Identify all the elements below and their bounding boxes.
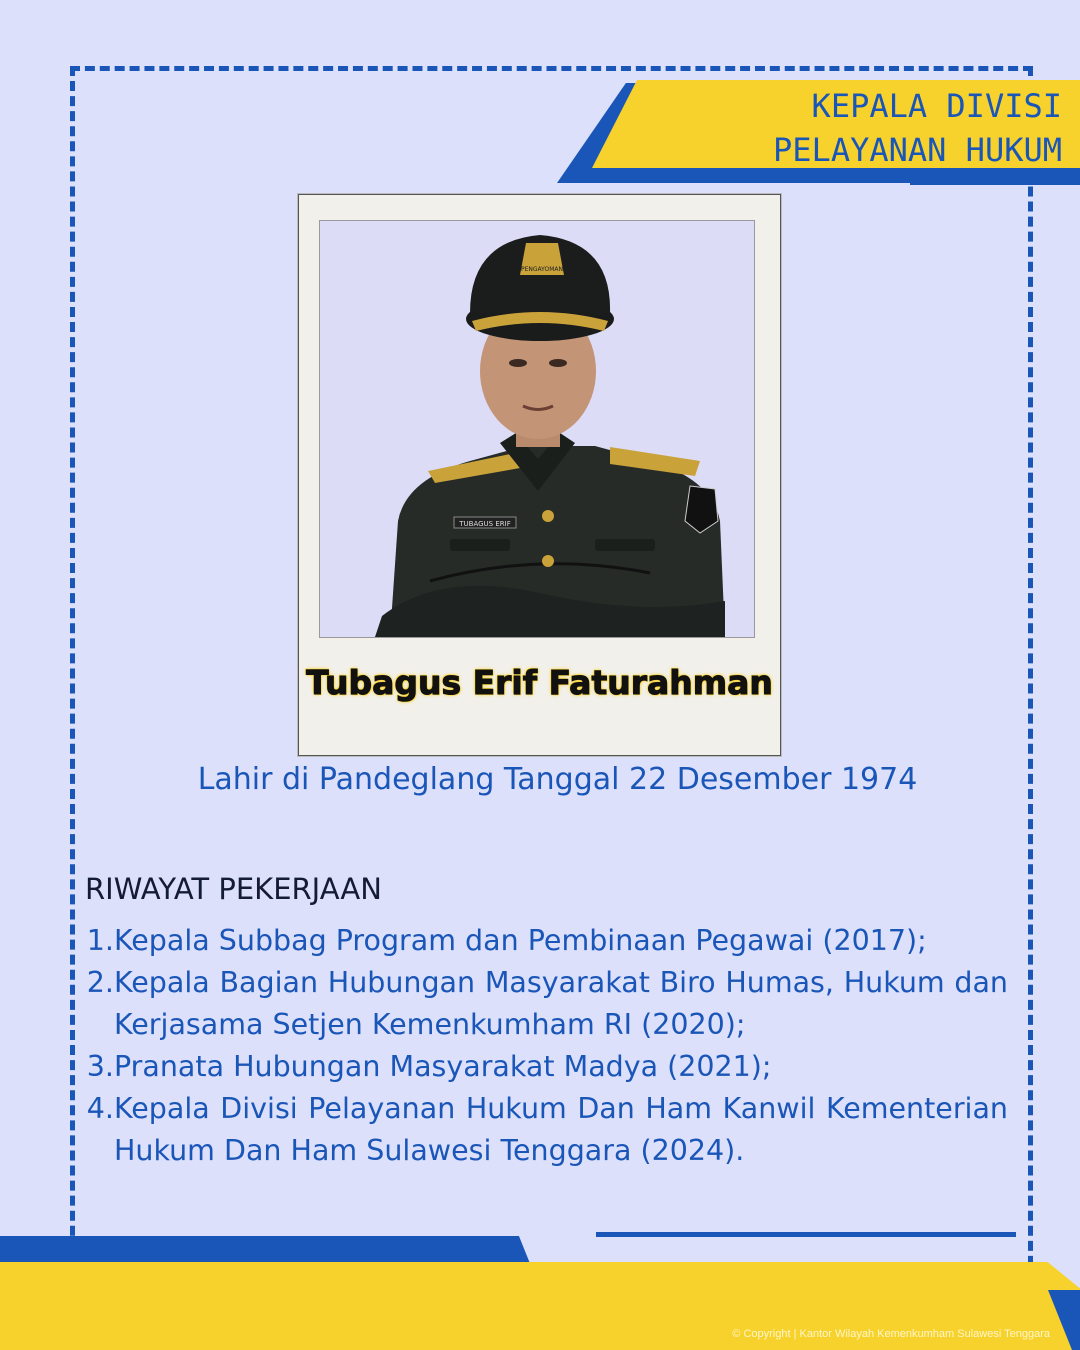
- list-item: [84, 962, 1008, 1046]
- copyright-text: © Copyright | Kantor Wilayah Kemenkumham Sulawesi Tenggara: [732, 1328, 1050, 1340]
- photo-frame: [298, 194, 781, 756]
- list-item-number: 2.: [86, 966, 114, 999]
- cap-emblem-text: PENGAYOMAN: [520, 266, 564, 273]
- career-list: [84, 920, 1008, 1172]
- birth-info: Lahir di Pandeglang Tanggal 22 Desember 1974: [197, 762, 918, 797]
- list-item-text: Pranata Hubungan Masyarakat Madya (2021);: [114, 1050, 772, 1083]
- list-item-text: Kepala Subbag Program dan Pembinaan Pegawai (2017);: [114, 924, 927, 957]
- position-title-line2: PELAYANAN HUKUM: [773, 131, 1062, 169]
- list-item: [84, 1088, 1008, 1172]
- portrait-photo: [319, 220, 755, 638]
- position-title-line1: KEPALA DIVISI: [811, 87, 1062, 125]
- career-heading: RIWAYAT PEKERJAAN: [85, 872, 382, 906]
- list-item: [84, 1046, 1008, 1088]
- portrait-illustration: [320, 221, 754, 637]
- list-item-number: 1.: [86, 924, 114, 957]
- list-item-text: Kepala Bagian Hubungan Masyarakat Biro Humas, Hukum dan Kerjasama Setjen Kemenkumham RI (2020);: [114, 966, 1008, 1041]
- name-tag-text: TUBAGUS ERIF: [459, 520, 511, 528]
- list-item-number: 4.: [86, 1092, 114, 1125]
- list-item: [84, 920, 1008, 962]
- header-underline: [910, 182, 1080, 185]
- person-name: Tubagus Erif Faturahman: [306, 663, 773, 702]
- position-title: [773, 84, 1062, 172]
- list-item-text: Kepala Divisi Pelayanan Hukum Dan Ham Kanwil Kementerian Hukum Dan Ham Sulawesi Tenggara (2024).: [114, 1092, 1008, 1167]
- footer-accent-line: [596, 1232, 1016, 1237]
- list-item-number: 3.: [86, 1050, 114, 1083]
